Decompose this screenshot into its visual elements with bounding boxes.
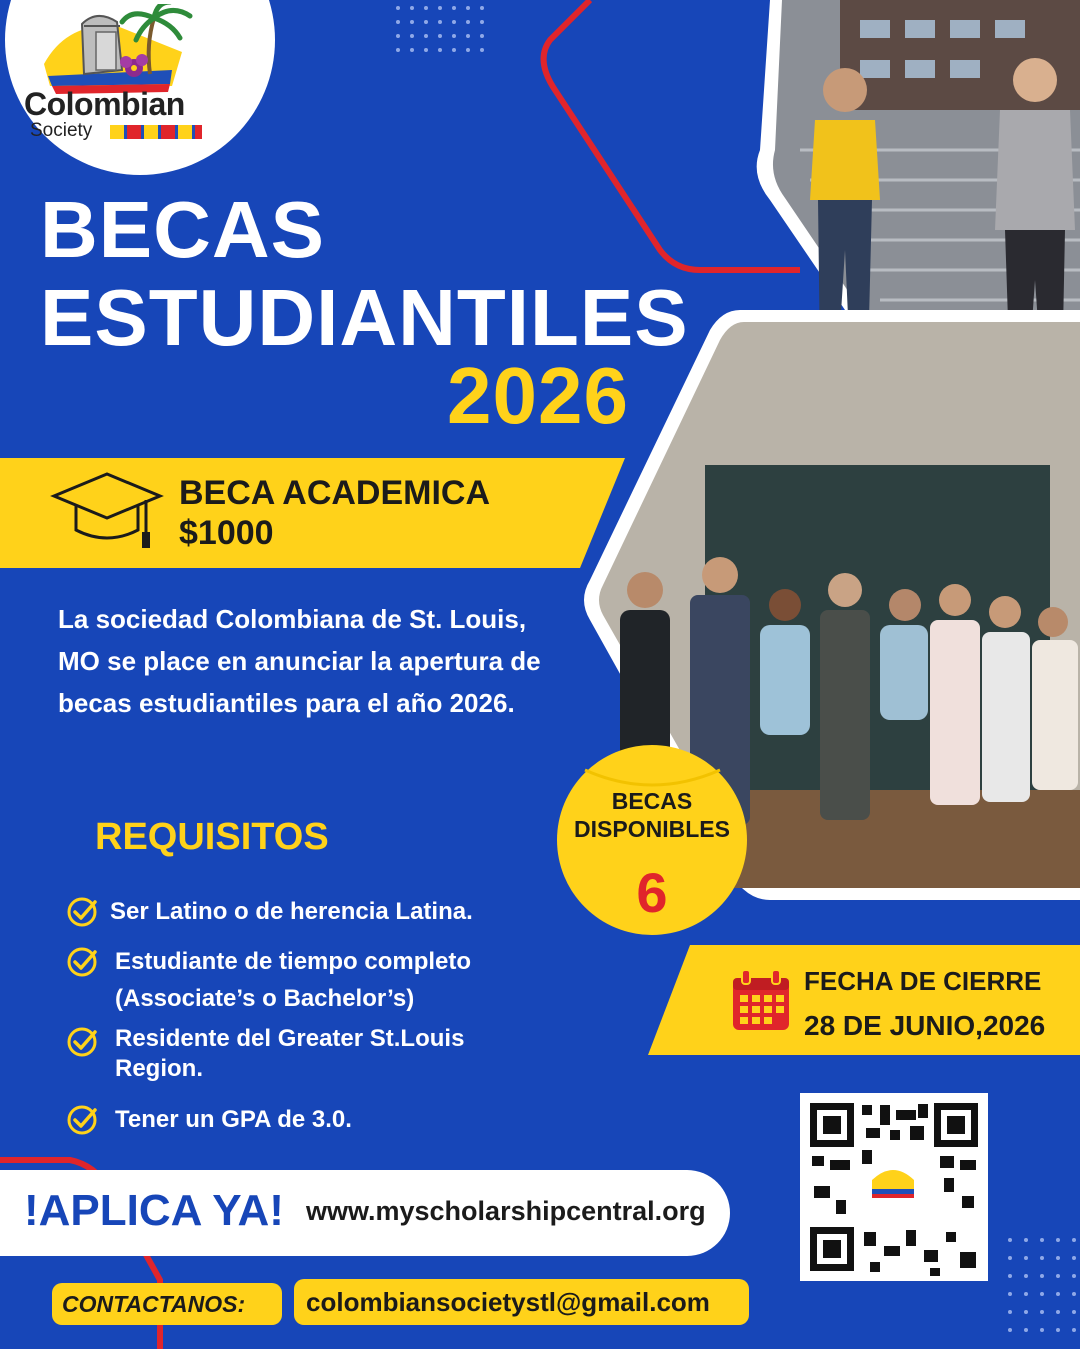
logo-name: Colombian — [24, 86, 185, 122]
contact-email-box[interactable] — [294, 1279, 749, 1325]
logo-pattern — [110, 125, 202, 139]
award-title: BECA ACADEMICA — [179, 474, 491, 512]
requirements-heading: REQUISITOS — [95, 816, 329, 858]
deadline-label: FECHA DE CIERRE — [804, 966, 1042, 996]
graduation-cap-icon — [48, 466, 166, 556]
dot-grid-bottom — [1008, 1238, 1076, 1332]
title-line-2: ESTUDIANTILES — [40, 273, 689, 362]
apply-url[interactable]: www.myscholarshipcentral.org — [306, 1196, 706, 1226]
title-line-1: BECAS — [40, 185, 326, 274]
requirement-text: Estudiante de tiempo completo — [115, 948, 472, 975]
available-label-2: DISPONIBLES — [574, 816, 730, 842]
requirement-text-line-2: Region. — [115, 1055, 203, 1082]
check-circle-icon — [66, 1104, 98, 1136]
contact-label: CONTACTANOS: — [62, 1291, 246, 1317]
available-count: 6 — [636, 861, 668, 924]
calendar-icon — [730, 968, 792, 1034]
requirement-text-line-2: (Associate’s o Bachelor’s) — [115, 985, 415, 1012]
requirement-text: Residente del Greater St.Louis — [115, 1025, 465, 1052]
dot-grid-top — [396, 6, 484, 52]
logo-subname: Society — [30, 120, 93, 141]
check-circle-icon — [66, 896, 98, 928]
check-circle-icon — [66, 946, 98, 978]
apply-banner[interactable] — [0, 1170, 730, 1256]
contact-email[interactable]: colombiansocietystl@gmail.com — [306, 1287, 710, 1317]
title-year: 2026 — [447, 351, 629, 440]
intro-paragraph: La sociedad Colombiana de St. Louis, MO se place en anunciar la apertura de becas estudiantiles para el año 2026. — [58, 604, 541, 718]
requirement-text: Ser Latino o de herencia Latina. — [110, 898, 473, 925]
contact-label-box — [52, 1283, 282, 1325]
check-circle-icon — [66, 1026, 98, 1058]
palm-tree-icon — [22, 4, 212, 96]
apply-label: !APLICA YA! — [24, 1186, 284, 1235]
requirement-text: Tener un GPA de 3.0. — [115, 1106, 352, 1133]
available-label-1: BECAS — [611, 788, 693, 814]
deadline-date: 28 DE JUNIO,2026 — [804, 1010, 1046, 1041]
logo — [22, 4, 212, 144]
award-amount: $1000 — [179, 514, 274, 552]
